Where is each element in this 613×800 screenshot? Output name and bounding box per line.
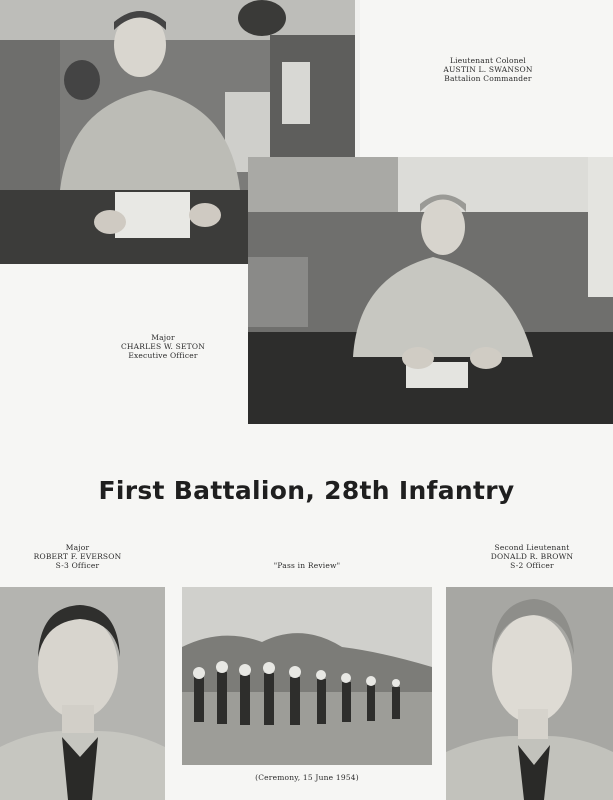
review-caption: "Pass in Review" [273, 561, 341, 570]
s2-rank: Second Lieutenant [494, 543, 570, 552]
s2-officer-portrait [446, 587, 613, 800]
s2-position: S-2 Officer [510, 561, 554, 570]
executive-officer-caption [98, 333, 228, 360]
commander-name: AUSTIN L. SWANSON [443, 65, 533, 74]
s3-position: S-3 Officer [55, 561, 100, 570]
commander-position: Battalion Commander [444, 74, 532, 83]
page-title: First Battalion, 28th Infantry [98, 476, 515, 505]
s2-name: DONALD R. BROWN [490, 552, 574, 561]
s3-officer-caption [10, 543, 145, 570]
executive-officer-photo [248, 157, 613, 424]
s3-name: ROBERT F. EVERSON [33, 552, 122, 561]
executive-name: CHARLES W. SETON [120, 342, 205, 351]
s3-rank: Major [65, 543, 90, 552]
commander-rank: Lieutenant Colonel [449, 56, 527, 65]
s2-officer-caption [462, 543, 602, 570]
executive-rank: Major [151, 333, 175, 342]
commander-caption [378, 56, 598, 83]
review-subcaption: (Ceremony, 15 June 1954) [255, 773, 359, 782]
s3-officer-portrait [0, 587, 165, 800]
executive-position: Executive Officer [128, 351, 198, 360]
pass-in-review-photo [182, 587, 432, 765]
